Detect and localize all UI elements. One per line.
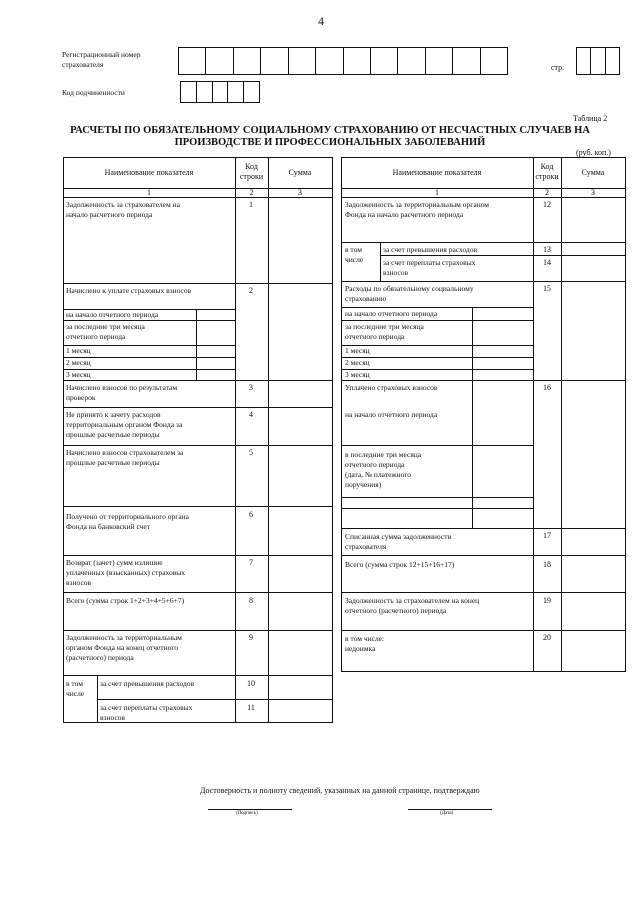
left-col-number-2: 2 bbox=[249, 188, 254, 197]
row-15-month-3: 3 месяц bbox=[345, 370, 370, 379]
row-20-label: в том числе: недоимка bbox=[345, 634, 385, 653]
row-4-label: Не принято к зачету расходов территориальным органом Фонда за прошлые расчетные периоды bbox=[66, 410, 183, 439]
row-6-code: 6 bbox=[249, 510, 253, 519]
row-19-label: Задолженность за страхователем на конец отчетного (расчетного) периода bbox=[345, 596, 480, 615]
right-col-number-1: 1 bbox=[435, 188, 439, 197]
row-7-code: 7 bbox=[249, 558, 253, 567]
reg-number-boxes[interactable] bbox=[178, 47, 508, 75]
row-6-label: Получено от территориального органа Фонда на банковский счет bbox=[66, 512, 189, 531]
row-2-month-1: 1 месяц bbox=[66, 346, 91, 355]
row-11-label: за счет переплаты страховых взносов bbox=[100, 703, 193, 722]
row-9-code: 9 bbox=[249, 633, 253, 642]
left-col-number-3: 3 bbox=[298, 188, 302, 197]
right-header-name: Наименование показателя bbox=[392, 168, 482, 177]
units-label: (руб. коп.) bbox=[576, 148, 611, 157]
date-line[interactable] bbox=[408, 809, 492, 810]
row-15-start-label: на начало отчетного периода bbox=[345, 309, 438, 318]
row-17-label: Списанная сумма задолженности страхователя bbox=[345, 532, 452, 551]
row-1-code: 1 bbox=[249, 200, 253, 209]
row-2-start-label: на начало отчетного периода bbox=[66, 310, 159, 319]
row-12-label: Задолженность за территориальным органом Фонда на начало расчетного периода bbox=[345, 200, 490, 219]
row-13-label: за счет превышения расходов bbox=[383, 245, 478, 254]
right-col-number-3: 3 bbox=[591, 188, 595, 197]
row-8-code: 8 bbox=[249, 596, 253, 605]
row-14-label: за счет переплаты страховых взносов bbox=[383, 258, 476, 277]
subordination-label: Код подчиненности bbox=[62, 88, 125, 97]
row-5-code: 5 bbox=[249, 448, 253, 457]
row-10-label: за счет превышения расходов bbox=[100, 679, 195, 688]
row-15-month-2: 2 месяц bbox=[345, 358, 370, 367]
row-5-label: Начислено взносов страхователем за прошлые расчетные периоды bbox=[66, 448, 184, 467]
row-2-label: Начислено к уплате страховых взносов bbox=[66, 286, 192, 295]
row-13-code: 13 bbox=[543, 245, 551, 254]
row-9-label: Задолженность за территориальным органом Фонда на конец отчетного (расчетного) периода bbox=[66, 633, 182, 662]
row-15-month-1: 1 месяц bbox=[345, 346, 370, 355]
row-2-last-three-label: за последние три месяца отчетного периода bbox=[66, 322, 145, 341]
left-header-sum: Сумма bbox=[288, 168, 312, 177]
row-2-month-2: 2 месяц bbox=[66, 358, 91, 367]
row-16-start-label: на начало отчетного периода bbox=[345, 410, 438, 419]
row-3-code: 3 bbox=[249, 383, 253, 392]
row-16-last-three-label: в последние три месяца отчетного периода (дата, № платежного поручения) bbox=[345, 450, 422, 489]
right-header-sum: Сумма bbox=[581, 168, 605, 177]
row-15-label: Расходы по обязательному социальному страхованию bbox=[345, 284, 474, 303]
signature-caption: (Подпись) bbox=[236, 811, 258, 816]
row-1-label: Задолженность за страхователем на начало расчетного периода bbox=[66, 200, 180, 219]
row-13-14-including-label: в том числе bbox=[345, 245, 364, 264]
right-header-code: Код строки bbox=[535, 162, 559, 181]
page-number: 4 bbox=[318, 14, 324, 28]
page-boxes[interactable] bbox=[576, 47, 620, 75]
table-label: Таблица 2 bbox=[573, 114, 608, 123]
page-label: стр. bbox=[551, 63, 565, 72]
row-19-code: 19 bbox=[543, 596, 551, 605]
date-caption: (Дата) bbox=[440, 811, 454, 816]
row-12-code: 12 bbox=[543, 200, 551, 209]
page-title: РАСЧЕТЫ ПО ОБЯЗАТЕЛЬНОМУ СОЦИАЛЬНОМУ СТРАХОВАНИЮ ОТ НЕСЧАСТНЫХ СЛУЧАЕВ НА ПРОИЗВОДСТВЕ И ПРОФЕССИОНАЛЬНЫХ ЗАБОЛЕВАНИЙ bbox=[70, 125, 590, 148]
row-8-label: Всего (сумма строк 1+2+3+4+5+6+7) bbox=[66, 596, 185, 605]
row-4-code: 4 bbox=[249, 410, 253, 419]
reg-number-label: Регистрационный номер страхователя bbox=[62, 50, 141, 69]
row-2-code: 2 bbox=[249, 286, 253, 295]
left-header-code: Код строки bbox=[239, 162, 264, 181]
row-16-code: 16 bbox=[543, 383, 551, 392]
row-14-code: 14 bbox=[543, 258, 551, 267]
left-col-number-1: 1 bbox=[147, 188, 151, 197]
row-15-last-three-label: за последние три месяца отчетного периода bbox=[345, 322, 424, 341]
row-20-code: 20 bbox=[543, 633, 551, 642]
row-18-code: 18 bbox=[543, 560, 551, 569]
right-col-number-2: 2 bbox=[545, 188, 549, 197]
left-header-name: Наименование показателя bbox=[104, 168, 194, 177]
row-16-label: Уплачено страховых взносов bbox=[345, 383, 438, 392]
row-2-month-3: 3 месяц bbox=[66, 370, 91, 379]
subordination-boxes[interactable] bbox=[180, 81, 260, 103]
row-10-code: 10 bbox=[247, 679, 255, 688]
row-15-code: 15 bbox=[543, 284, 551, 293]
row-17-code: 17 bbox=[543, 531, 551, 540]
row-7-label: Возврат (зачет) сумм излишне уплаченных (взысканных) страховых взносов bbox=[66, 558, 186, 587]
signature-line[interactable] bbox=[208, 809, 292, 810]
row-18-label: Всего (сумма строк 12+15+16+17) bbox=[345, 560, 455, 569]
row-10-11-including-label: в том числе bbox=[66, 679, 85, 698]
confirmation-text: Достоверность и полноту сведений, указанных на данной странице, подтверждаю bbox=[200, 786, 480, 795]
row-11-code: 11 bbox=[247, 703, 255, 712]
row-3-label: Начислено взносов по результатам проверок bbox=[66, 383, 178, 402]
